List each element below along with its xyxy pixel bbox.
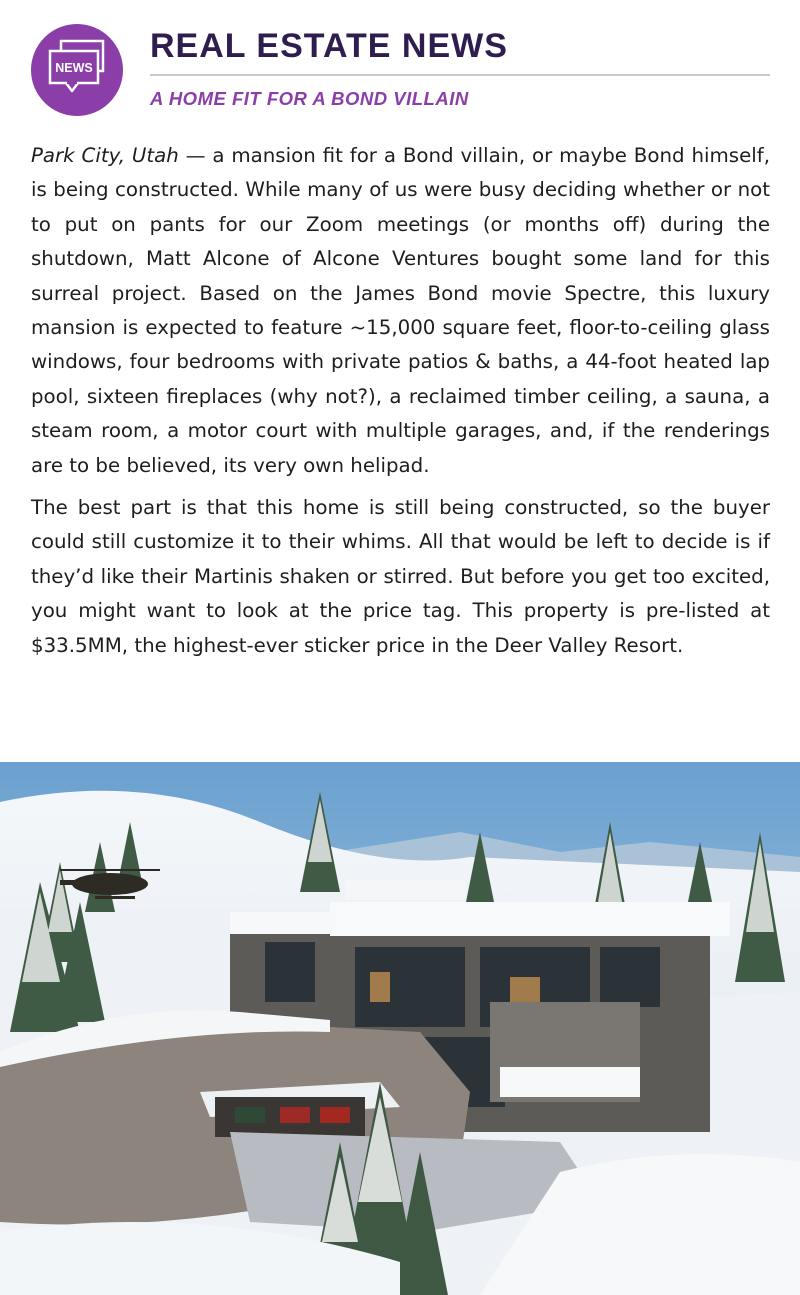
mansion-illustration <box>0 762 800 1295</box>
paragraph-1-text: — a mansion fit for a Bond villain, or maybe Bond himself, is being constructed. While many of us were busy deciding whether or not to put on pants for our Zoom meetings (or months off) during the shutdown, Matt Alcone of Alcone Ventures bought some land for this surreal project. Based on the James Bond movie Spectre, this luxury mansion is expected to feature ~15,000 square feet, floor-to-ceiling glass windows, four bedrooms with private patios & baths, a 44-foot heated lap pool, sixteen fireplaces (why not?), a reclaimed timber ceiling, a sauna, a steam room, a motor court with multiple garages, and, if the renderings are to be believed, its very own helipad. <box>31 144 770 477</box>
title-divider <box>150 74 770 76</box>
article-location: Park City, Utah <box>31 144 179 167</box>
page-title: REAL ESTATE NEWS <box>150 27 508 65</box>
article-subtitle: A HOME FIT FOR A BOND VILLAIN <box>150 88 469 109</box>
news-badge-icon <box>31 24 123 116</box>
speech-bubbles-icon <box>31 24 123 116</box>
paragraph-2: The best part is that this home is still being constructed, so the buyer could still customize it to their whims. All that would be left to decide is if they’d like their Martinis shaken or stirred. But before you get too excited, you might want to look at the price tag. This property is pre-listed at $33.5MM, the highest-ever sticker price in the Deer Valley Resort. <box>31 496 770 657</box>
article-body <box>31 139 770 671</box>
mansion-rendering-image <box>0 762 800 1295</box>
paragraph-1 <box>31 139 770 483</box>
badge-text: NEWS <box>55 61 93 75</box>
